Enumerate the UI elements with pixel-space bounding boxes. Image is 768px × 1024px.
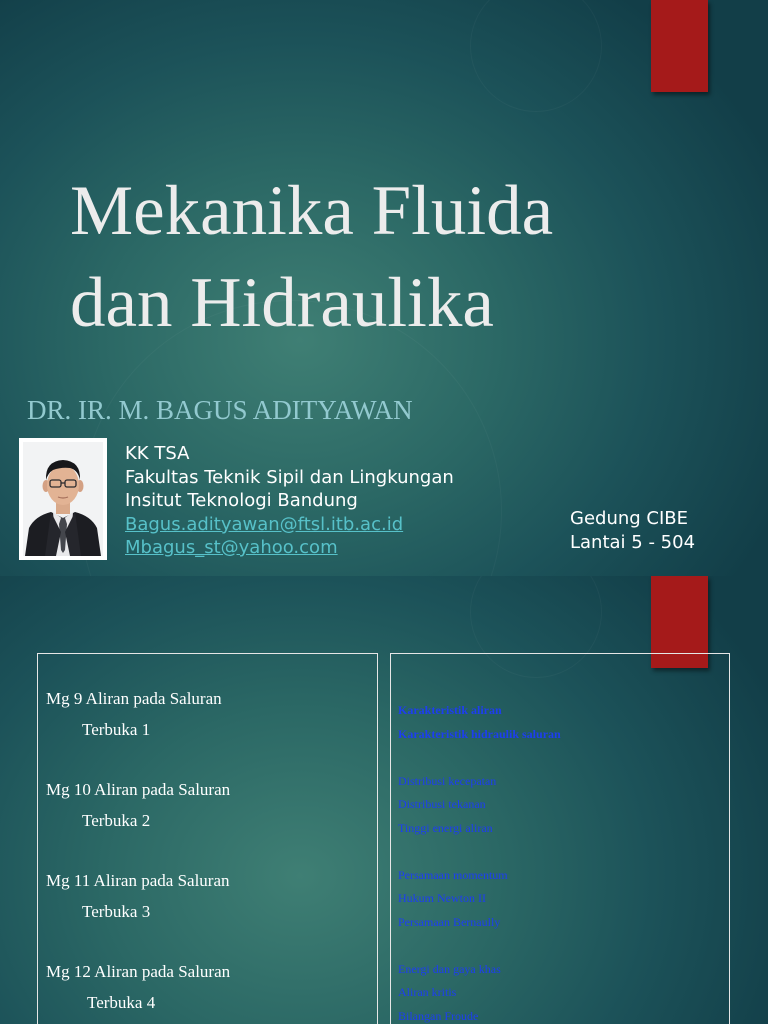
email-link-primary[interactable]: Bagus.adityawan@ftsl.itb.ac.id — [125, 513, 404, 535]
topic-item: Aliran kritis — [398, 985, 457, 999]
slide-title — [70, 165, 710, 349]
week-item — [46, 683, 230, 774]
week-list — [46, 683, 230, 1024]
week-subtitle: Terbuka 2 — [82, 811, 151, 830]
topic-item: Distribusi kecepatan — [398, 773, 497, 788]
author-contact-info — [125, 442, 454, 560]
week-subtitle: Terbuka 1 — [82, 720, 151, 739]
week-item — [46, 956, 230, 1024]
topic-item: Energi dan gaya khas — [398, 961, 501, 976]
week-subtitle: Terbuka 4 — [87, 993, 156, 1012]
topic-item: Bilangan Froude — [398, 1008, 479, 1023]
author-photo — [19, 438, 107, 560]
title-line-1: Mekanika Fluida — [70, 172, 554, 250]
email-link-secondary[interactable]: Mbagus_st@yahoo.com — [125, 537, 338, 558]
office-location — [570, 507, 695, 554]
week-title: Mg 11 Aliran pada Saluran — [46, 871, 230, 890]
topic-list-box — [390, 653, 730, 1024]
institute-name: Insitut Teknologi Bandung — [125, 490, 358, 511]
content-slide — [0, 576, 768, 1024]
week-title: Mg 10 Aliran pada Saluran — [46, 780, 231, 799]
topic-list — [398, 699, 561, 1024]
topic-item: Tinggi energi aliran — [398, 820, 493, 835]
faculty-name: Fakultas Teknik Sipil dan Lingkungan — [125, 466, 454, 488]
week-title: Mg 9 Aliran pada Saluran — [46, 689, 222, 708]
week-title: Mg 12 Aliran pada Saluran — [46, 962, 231, 981]
list-spacer — [398, 840, 561, 864]
red-accent-tab — [651, 0, 708, 92]
title-line-2: dan Hidraulika — [70, 264, 494, 342]
week-schedule-box — [37, 653, 378, 1024]
building-name: Gedung CIBE — [570, 508, 689, 529]
author-name: DR. IR. M. BAGUS ADITYAWAN — [27, 395, 413, 425]
room-number: Lantai 5 - 504 — [570, 531, 696, 553]
list-spacer — [398, 746, 561, 770]
week-item — [46, 774, 230, 865]
topic-item: Persamaan momentum — [398, 867, 508, 882]
background-circle — [470, 0, 602, 112]
topic-item: Hukum Newton II — [398, 891, 486, 905]
topic-item: Persamaan Bernaully — [398, 914, 501, 929]
research-group: KK TSA — [125, 443, 190, 464]
portrait-illustration — [23, 442, 103, 556]
week-subtitle: Terbuka 3 — [82, 902, 151, 921]
list-spacer — [398, 934, 561, 958]
topic-item: Karakteristik hidraulik saluran — [398, 726, 561, 741]
week-item — [46, 865, 230, 956]
topic-item: Distribusi tekanan — [398, 797, 486, 811]
topic-item: Karakteristik aliran — [398, 703, 502, 717]
